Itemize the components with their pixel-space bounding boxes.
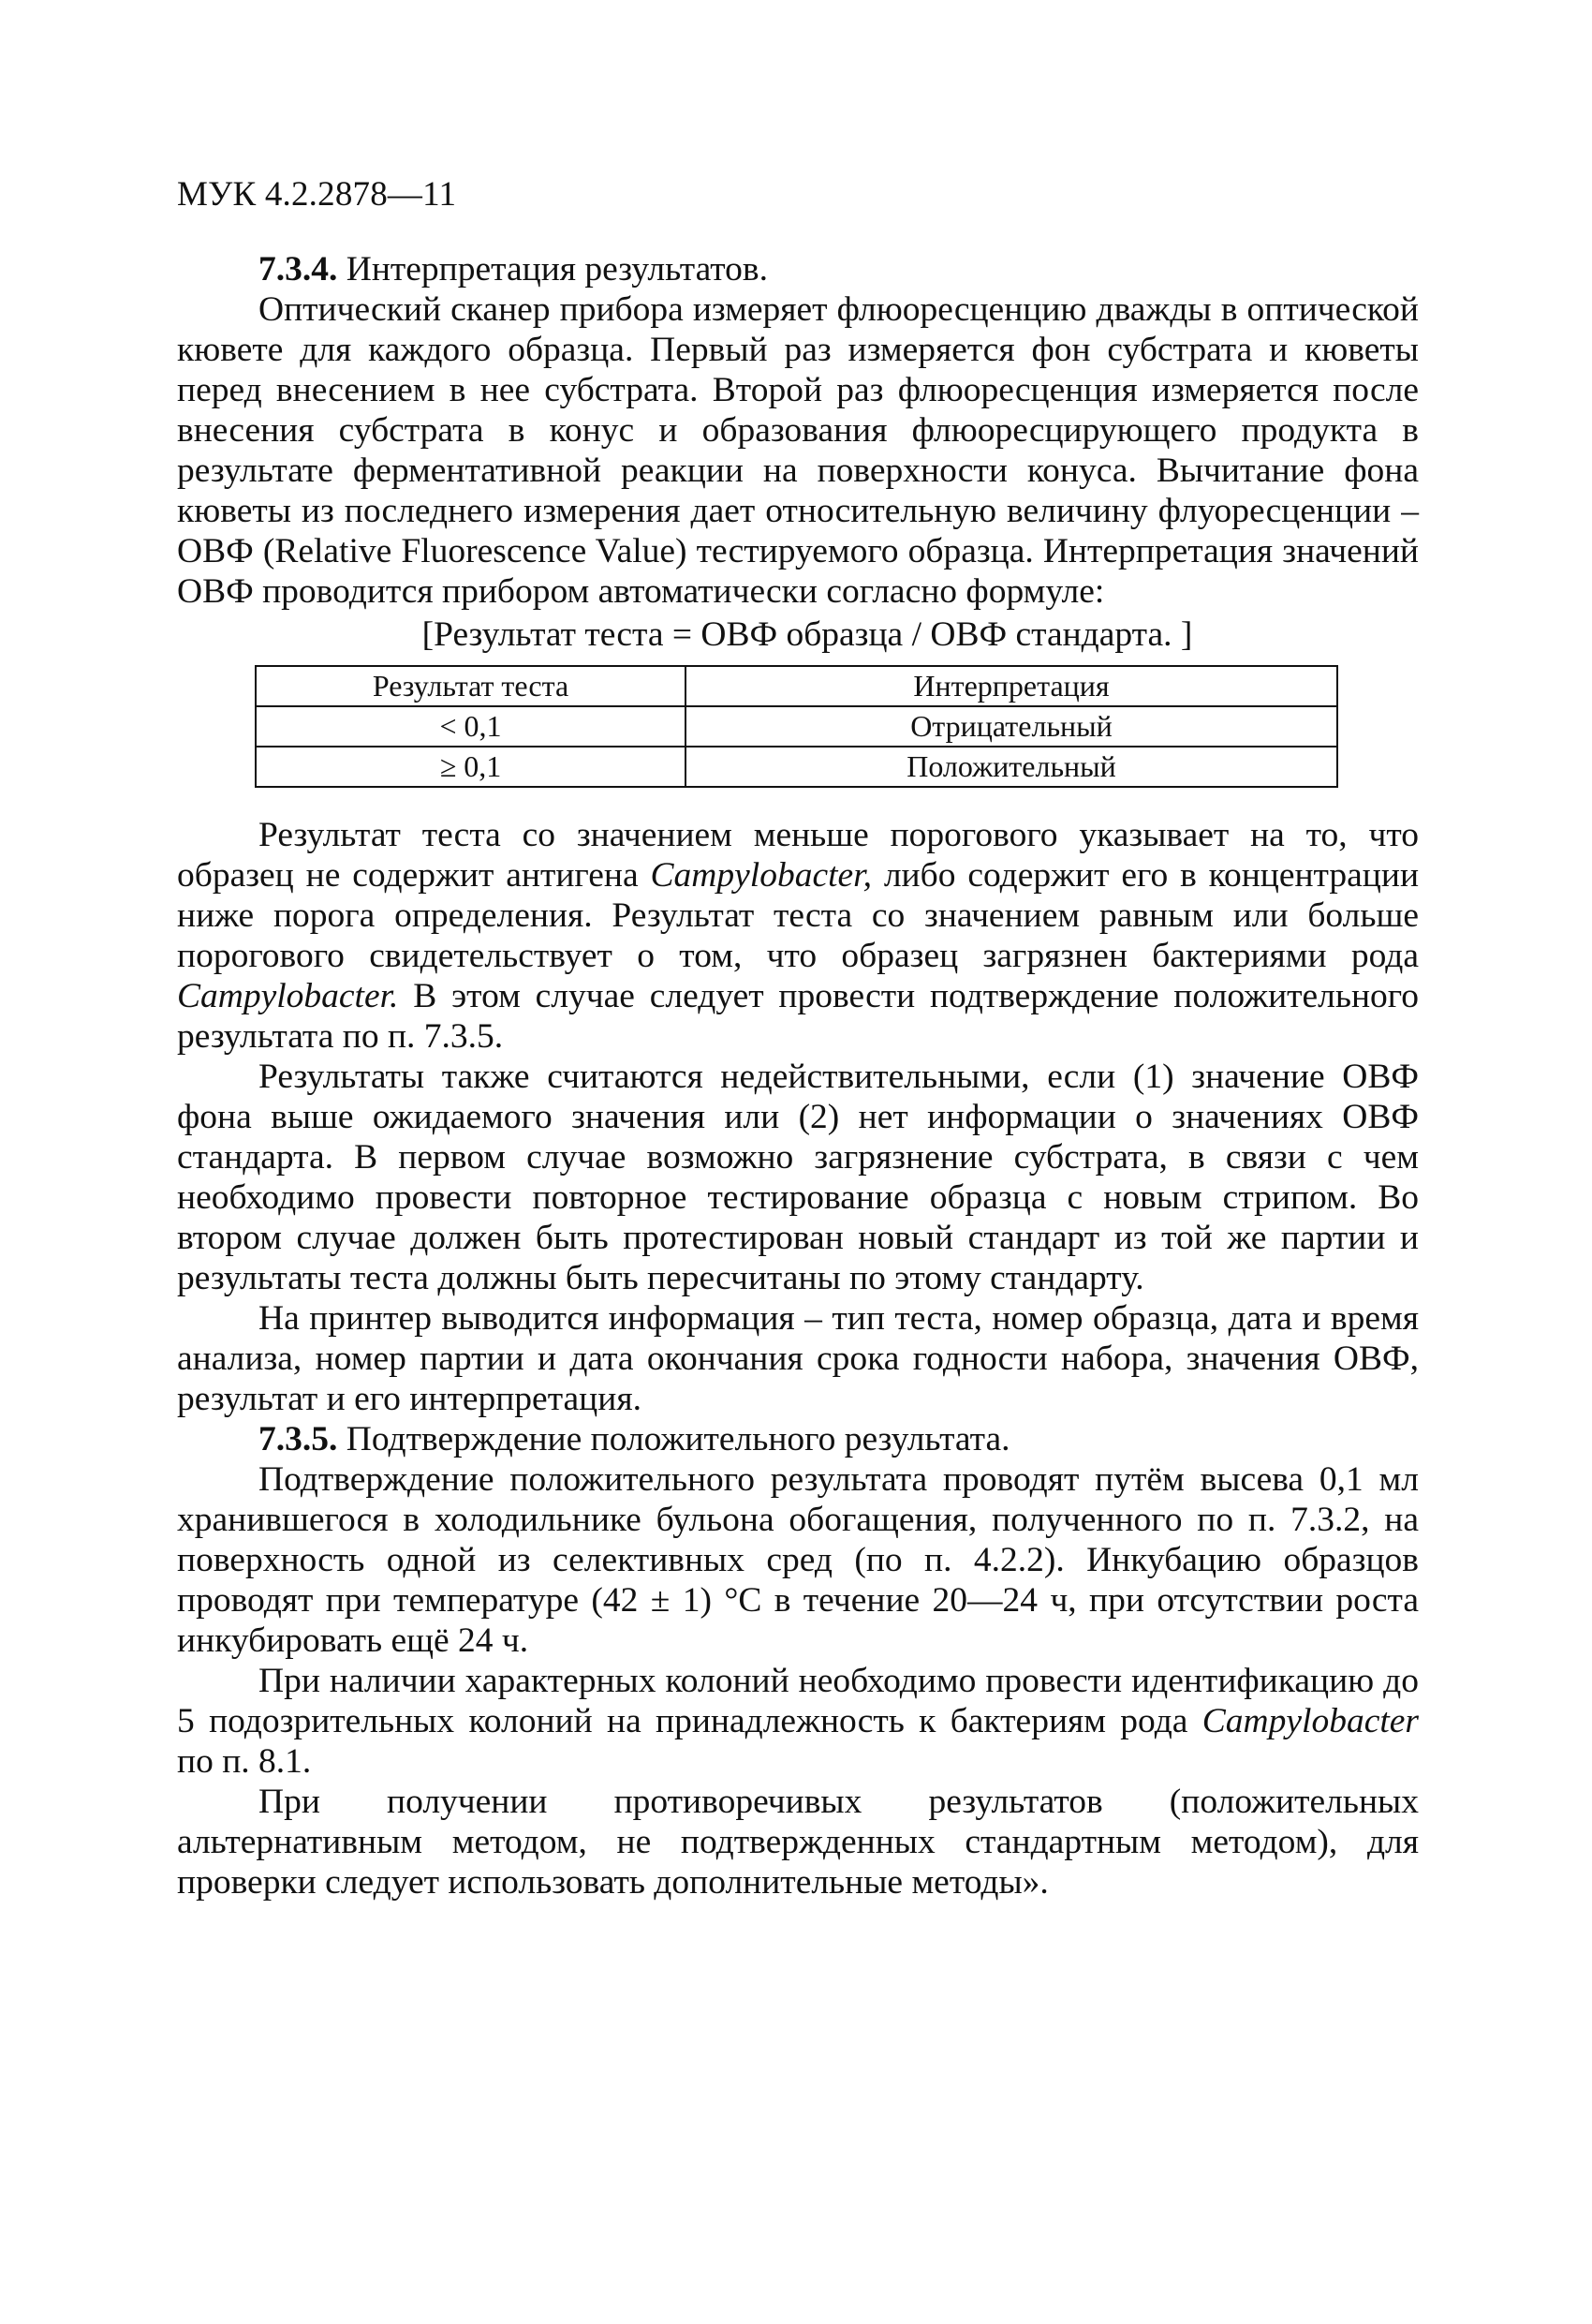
document-page [177, 169, 1419, 1902]
paragraph-printer-output: На принтер выводится информация – тип теста, номер образца, дата и время анализа, номер партии и дата окончания срока годности набора, значения ОВФ, результат и его интерпретация. [177, 1299, 1419, 1418]
paragraph-result-meaning [177, 815, 1419, 1057]
paragraph-identification [177, 1661, 1419, 1782]
genus-name: Campylobacter, [650, 856, 872, 895]
table-cell: < 0,1 [256, 706, 685, 747]
table-cell: ≥ 0,1 [256, 747, 685, 787]
text-run: В этом случае следует провести подтверждение положительного результата по п. 7.3.5. [177, 977, 1419, 1056]
section-7-3-4-heading [177, 249, 1419, 289]
genus-name: Campylobacter. [177, 977, 399, 1015]
paragraph-contradictory-results: При получении противоречивых результатов (положительных альтернативным методом, не подтвержденных стандартным методом), для проверки следует использовать дополнительные методы». [177, 1783, 1419, 1902]
paragraph-fluorescence-measurement: Оптический сканер прибора измеряет флюоресценцию дважды в оптической кювете для каждого образца. Первый раз измеряется фон субстрата и кюветы перед внесением в нее субстрата. Второй раз флюоресценция измеряется после внесения субстрата в конус и образования флюоресцирующего продукта в результате ферментативной реакции на поверхности конуса. Вычитание фона кюветы из последнего измерения дает относительную величину флуоресценции – ОВФ (Relative Fluorescence Value) тестируемого образца. Интерпретация значений ОВФ проводится прибором автоматически согласно формуле: [177, 290, 1419, 611]
table-row [256, 747, 1337, 787]
text-run: либо содержит его в концентрации ниже порога определения. Результат теста со значением равным или больше порогового свидетельствует о том, что образец загрязнен бактериями рода [177, 856, 1420, 975]
paragraph-confirmation-method: Подтверждение положительного результата проводят путём высева 0,1 мл хранившегося в холодильнике бульона обогащения, полученного по п. 7.3.2, на поверхность одной из селективных сред (по п. 4.2.2). Инкубацию образцов проводят при температуре (42 ± 1) °С в течение 20—24 ч, при отсутствии роста инкубировать ещё 24 ч. [177, 1460, 1419, 1660]
result-formula: [Результат теста = ОВФ образца / ОВФ стандарта. ] [421, 615, 1193, 654]
text-run: по п. 8.1. [177, 1742, 312, 1781]
interpretation-table [255, 665, 1338, 788]
section-title: Подтверждение положительного результата. [337, 1420, 1010, 1458]
table-cell: Положительный [685, 747, 1337, 787]
section-7-3-5-heading [177, 1419, 1419, 1459]
table-cell: Отрицательный [685, 706, 1337, 747]
section-number: 7.3.5. [258, 1420, 338, 1458]
section-title: Интерпретация результатов. [337, 250, 769, 289]
genus-name: Campylobacter [1201, 1702, 1419, 1740]
text-run: При наличии характерных колоний необходимо провести идентификацию до 5 подозрительных колоний на принадлежность к бактериям рода [177, 1662, 1419, 1740]
table-header-cell: Интерпретация [685, 666, 1337, 706]
text-run: Результат теста со значением меньше порогового указывает на то, что образец не содержит антигена [177, 816, 1419, 895]
document-number: МУК 4.2.2878—11 [177, 175, 457, 214]
paragraph-invalid-results: Результаты также считаются недействительными, если (1) значение ОВФ фона выше ожидаемого значения или (2) нет информации о значениях ОВФ стандарта. В первом случае возможно загрязнение субстрата, в связи с чем необходимо провести повторное тестирование образца с новым стрипом. Во втором случае должен быть протестирован новый стандарт из той же партии и результаты теста должны быть пересчитаны по этому стандарту. [177, 1058, 1419, 1297]
table-row [256, 706, 1337, 747]
section-number: 7.3.4. [258, 250, 338, 289]
table-header-row [256, 666, 1337, 706]
table-header-cell: Результат теста [256, 666, 685, 706]
